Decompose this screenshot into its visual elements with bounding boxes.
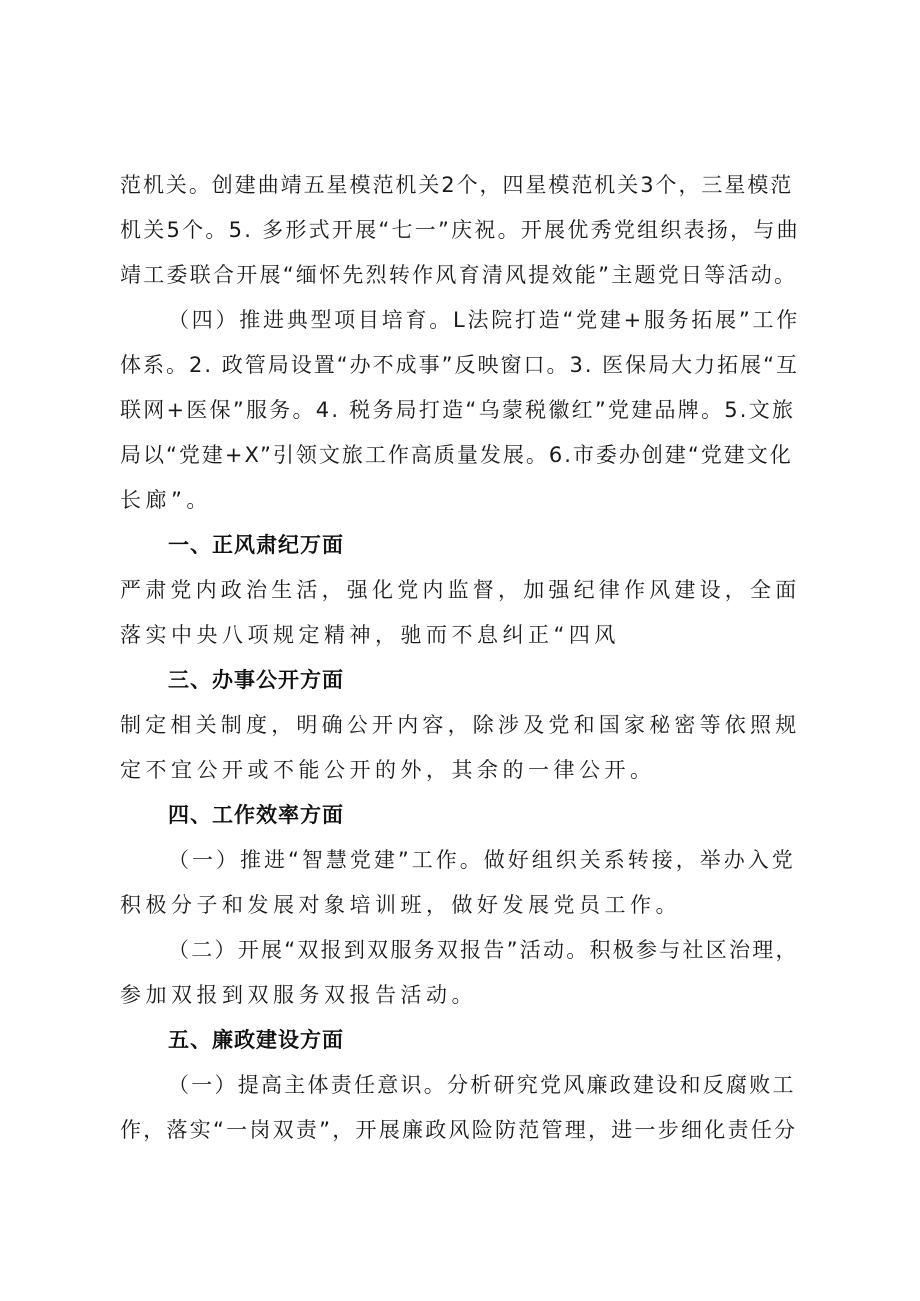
body-text-line: 参加双报到双服务双报告活动。	[120, 983, 477, 1007]
body-text-line: 长廊”。	[120, 488, 212, 512]
section-heading: 一、正风肃纪万面	[168, 533, 344, 557]
paragraph-start-line: （一）推进“智慧党建”工作。做好组织关系转接，举办入党	[168, 848, 796, 872]
body-text-line: 机关5个。5. 多形式开展“七一”庆祝。开展优秀党组织表扬，与曲	[120, 218, 800, 242]
section-heading: 三、办事公开方面	[168, 668, 344, 692]
body-text-line: 制定相关制度，明确公开内容，除涉及党和国家秘密等依照规	[120, 713, 801, 737]
body-text-line: 联网+医保”服务。4. 税务局打造“乌蒙税徽红”党建品牌。5.文旅	[120, 398, 796, 422]
paragraph-start-line: （二）开展“双报到双服务双报告”活动。积极参与社区治理，	[168, 938, 799, 962]
section-heading: 五、廉政建设方面	[168, 1028, 344, 1052]
body-text-line: 作，落实“一岗双责”，开展廉政风险防范管理，进一步细化责任分	[120, 1118, 798, 1142]
body-text-line: 局以“党建+X”引领文旅工作高质量发展。6.市委办创建“党建文化	[120, 443, 793, 467]
body-text-line: 范机关。创建曲靖五星模范机关2个，四星模范机关3个，三星模范	[120, 173, 794, 197]
body-text-line: 定不宜公开或不能公开的外，其余的一律公开。	[120, 758, 656, 782]
paragraph-start-line: （一）提高主体责任意识。分析研究党风廉政建设和反腐败工	[168, 1073, 796, 1097]
body-text-line: 体系。2. 政管局设置“办不成事”反映窗口。3. 医保局大力拓展“互	[120, 353, 800, 377]
body-text-line: 积极分子和发展对象培训班，做好发展党员工作。	[120, 893, 681, 917]
section-heading: 四、工作效率方面	[168, 803, 344, 827]
body-text-line: 落实中央八项规定精神，驰而不息纠正“四风	[120, 623, 620, 647]
body-text-line: 靖工委联合开展“缅怀先烈转作风育清风提效能”主题党日等活动。	[120, 263, 798, 287]
body-text-line: 严肃党内政治生活，强化党内监督，加强纪律作风建设，全面	[120, 578, 801, 602]
paragraph-start-line: （四）推进典型项目培育。L法院打造“党建+服务拓展”工作	[168, 308, 801, 332]
